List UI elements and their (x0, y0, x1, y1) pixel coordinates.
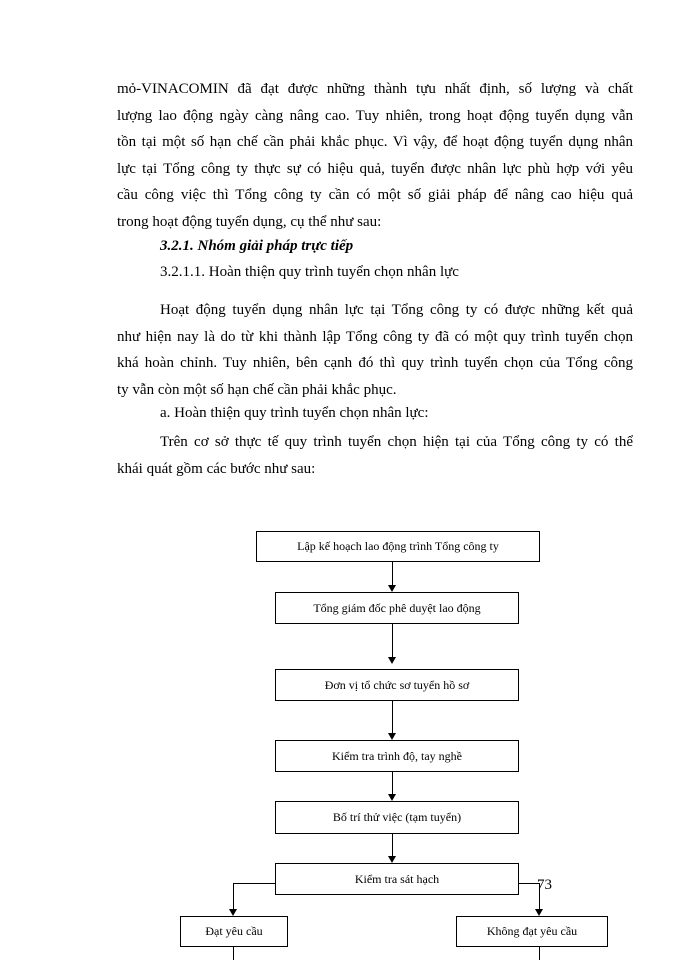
text-line: như hiện nay là do từ khi thành lập Tổng công ty đã có một quy trình tuyển chọn (117, 328, 633, 345)
text-line: lượng lao động ngày càng nâng cao. Tuy nhiên, trong hoạt động tuyển dụng vẫn (117, 107, 633, 124)
connector-line (233, 947, 234, 960)
arrow-down-icon (535, 909, 543, 916)
section-heading-3-2-1: 3.2.1. Nhóm giải pháp trực tiếp (160, 238, 354, 254)
text-line: ty vẫn còn một số hạn chế cần phải khắc phục. (117, 381, 397, 398)
arrow-down-icon (229, 909, 237, 916)
subsection-heading-3-2-1-1: 3.2.1.1. Hoàn thiện quy trình tuyển chọn nhân lực (160, 264, 459, 280)
paragraph-process (117, 297, 633, 403)
arrow-down-icon (388, 657, 396, 664)
flow-step-6: Kiểm tra sát hạch (275, 863, 519, 895)
connector-line (392, 701, 393, 733)
arrow-down-icon (388, 794, 396, 801)
connector-line (392, 624, 393, 657)
connector-line (519, 883, 539, 884)
text-line: khái quát gồm các bước như sau: (117, 460, 316, 477)
flow-step-2: Tổng giám đốc phê duyệt lao động (275, 592, 519, 624)
flow-step-3: Đơn vị tổ chức sơ tuyển hồ sơ (275, 669, 519, 701)
connector-line (233, 883, 275, 884)
flow-step-1: Lập kế hoạch lao động trình Tổng công ty (256, 531, 540, 562)
text-line: Trên cơ sở thực tế quy trình tuyển chọn hiện tại của Tổng công ty có thể (160, 434, 633, 450)
text-line: tồn tại một số hạn chế cần phải khắc phục. Vì vậy, để hoạt động tuyển dụng nhân (117, 134, 633, 150)
paragraph-steps-intro (117, 429, 633, 482)
flow-step-4: Kiểm tra trình độ, tay nghề (275, 740, 519, 772)
text-line: Hoạt động tuyển dụng nhân lực tại Tổng công ty có được những kết quả (160, 302, 633, 318)
text-line: khá hoàn chỉnh. Tuy nhiên, bên cạnh đó thì quy trình tuyển chọn của Tổng công (117, 355, 633, 371)
subheading-a: a. Hoàn thiện quy trình tuyển chọn nhân lực: (160, 405, 429, 421)
connector-line (392, 562, 393, 585)
connector-line (539, 947, 540, 960)
arrow-down-icon (388, 856, 396, 863)
paragraph-intro (117, 76, 633, 235)
connector-line (392, 834, 393, 856)
arrow-down-icon (388, 585, 396, 592)
page-number: 73 (537, 877, 552, 893)
arrow-down-icon (388, 733, 396, 740)
flow-outcome-fail: Không đạt yêu cầu (456, 916, 608, 947)
connector-line (392, 772, 393, 794)
flow-step-5: Bố trí thử việc (tạm tuyển) (275, 801, 519, 834)
text-line: mỏ-VINACOMIN đã đạt được những thành tựu nhất định, số lượng và chất (117, 81, 633, 97)
connector-line (233, 883, 234, 909)
flow-outcome-pass: Đạt yêu cầu (180, 916, 288, 947)
text-line: cầu công việc thì Tổng công ty cần có một số giải pháp để nâng cao hiệu quả (117, 187, 633, 203)
text-line: lực tại Tổng công ty thực sự có hiệu quả, tuyển được nhân lực phù hợp với yêu (117, 160, 633, 177)
text-line: trong hoạt động tuyển dụng, cụ thể như sau: (117, 213, 382, 230)
